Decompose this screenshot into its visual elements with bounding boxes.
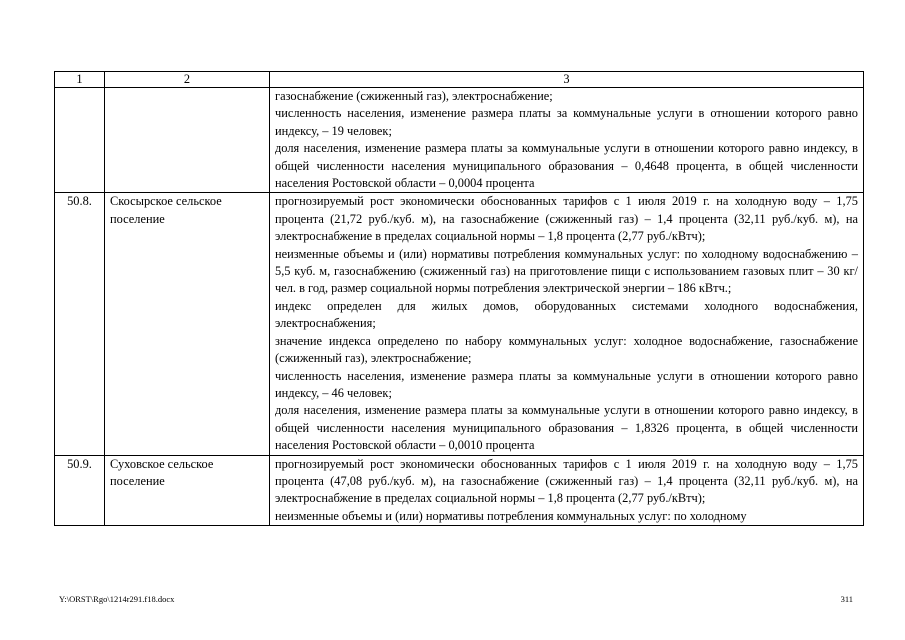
paragraph: численность населения, изменение размера платы за коммунальные услуги в отношении которого равно индексу, – 46 человек; bbox=[275, 368, 858, 400]
continuation-num-cell bbox=[55, 88, 105, 193]
paragraph: индекс определен для жилых домов, оборудованных системами холодного водоснабжения, электроснабжения; bbox=[275, 298, 858, 331]
paragraph: прогнозируемый рост экономически обоснованных тарифов с 1 июля 2019 г. на холодную воду – 1,75 процента (47,08 руб./куб. м), на газоснабжение (сжиженный газ) – 1,4 процента (32,11 руб./куб. м), на электроснабжение в пределах социальной нормы – 1,8 процента (2,77 руб./кВтч); bbox=[275, 456, 858, 506]
settlement-name: Суховское сельское поселение bbox=[105, 455, 270, 526]
continuation-name-cell bbox=[105, 88, 270, 193]
continuation-row bbox=[55, 88, 864, 193]
row-text-cell bbox=[270, 455, 864, 526]
row-number: 50.8. bbox=[55, 193, 105, 455]
paragraph: значение индекса определено по набору коммунальных услуг: холодное водоснабжение, газоснабжение (сжиженный газ), электроснабжение; bbox=[275, 333, 858, 366]
header-cell-2: 2 bbox=[105, 72, 270, 88]
header-cell-1: 1 bbox=[55, 72, 105, 88]
paragraph: неизменные объемы и (или) нормативы потребления коммунальных услуг: по холодному bbox=[275, 508, 747, 523]
paragraph: доля населения, изменение размера платы за коммунальные услуги в отношении которого равно индексу, в общей численности населения муниципального образования – 0,4648 процента, в общей численности населения Ростовской области – 0,0004 процента bbox=[275, 141, 858, 191]
paragraph: численность населения, изменение размера платы за коммунальные услуги в отношении которого равно индексу, – 19 человек; bbox=[275, 106, 858, 138]
footer-file-path: Y:\ORST\Rgo\1214r291.f18.docx bbox=[59, 594, 175, 604]
row-text-cell bbox=[270, 193, 864, 455]
table-row bbox=[55, 455, 864, 526]
settlement-name: Скосырское сельское поселение bbox=[105, 193, 270, 455]
continuation-text-cell bbox=[270, 88, 864, 193]
tariff-table bbox=[54, 71, 864, 526]
table-row bbox=[55, 193, 864, 455]
paragraph: неизменные объемы и (или) нормативы потребления коммунальных услуг: по холодному водоснабжению – 5,5 куб. м, газоснабжению (сжиженный газ) на приготовление пищи с использованием газовых плит – 30 кг/чел. в год, размер социальной нормы потребления электрической энергии – 186 кВтч.; bbox=[275, 246, 858, 296]
header-cell-3: 3 bbox=[270, 72, 864, 88]
row-number: 50.9. bbox=[55, 455, 105, 526]
table-header-row bbox=[55, 72, 864, 88]
paragraph: прогнозируемый рост экономически обоснованных тарифов с 1 июля 2019 г. на холодную воду – 1,75 процента (21,72 руб./куб. м), на газоснабжение (сжиженный газ) – 1,4 процента (32,11 руб./куб. м), на электроснабжение в пределах социальной нормы – 1,8 процента (2,77 руб./кВтч); bbox=[275, 194, 858, 244]
footer-page-number: 311 bbox=[840, 594, 853, 604]
paragraph: газоснабжение (сжиженный газ), электроснабжение; bbox=[275, 89, 553, 103]
paragraph: доля населения, изменение размера платы за коммунальные услуги в отношении которого равно индексу, в общей численности населения муниципального образования – 1,8326 процента, в общей численности населения Ростовской области – 0,0010 процента bbox=[275, 403, 858, 453]
